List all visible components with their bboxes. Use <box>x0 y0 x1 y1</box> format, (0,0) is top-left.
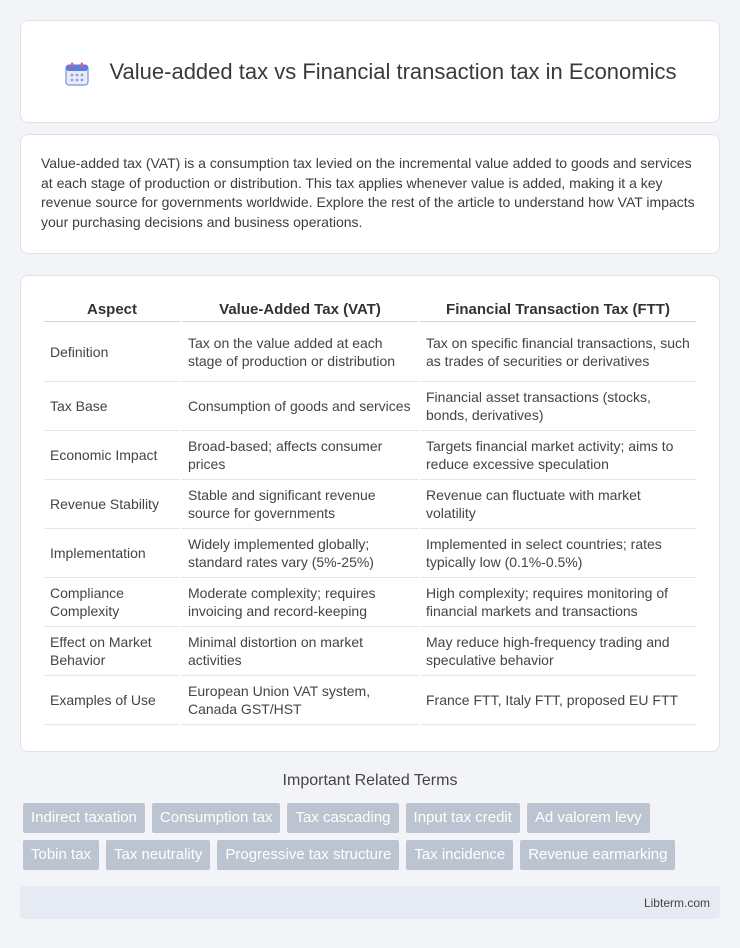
table-row <box>44 627 696 676</box>
tag-tax-cascading[interactable]: Tax cascading <box>287 803 398 833</box>
table-row <box>44 322 696 382</box>
table-row <box>44 578 696 627</box>
calendar-icon <box>64 61 90 87</box>
cell-vat: Widely implemented globally; standard rates vary (5%-25%) <box>182 529 418 578</box>
title-wrap <box>64 57 677 87</box>
cell-aspect: Effect on Market Behavior <box>44 627 180 676</box>
cell-ftt: May reduce high-frequency trading and speculative behavior <box>420 627 696 676</box>
tag-consumption-tax[interactable]: Consumption tax <box>152 803 281 833</box>
table-row <box>44 529 696 578</box>
cell-aspect: Compliance Complexity <box>44 578 180 627</box>
title-card <box>20 20 720 123</box>
intro-text: Value-added tax (VAT) is a consumption tax levied on the incremental value added to goods and services at each stage of production or distribution. This tax applies whenever value is added, making it a key revenue source for governments worldwide. Explore the rest of the article to understand how VAT impacts your purchasing decisions and business operations. <box>41 155 695 230</box>
table-row <box>44 676 696 725</box>
cell-vat: Moderate complexity; requires invoicing and record-keeping <box>182 578 418 627</box>
cell-vat: Stable and significant revenue source for governments <box>182 480 418 529</box>
header-aspect: Aspect <box>44 298 180 322</box>
cell-aspect: Economic Impact <box>44 431 180 480</box>
header-vat: Value-Added Tax (VAT) <box>182 298 418 322</box>
cell-aspect: Tax Base <box>44 382 180 431</box>
cell-vat: Consumption of goods and services <box>182 382 418 431</box>
cell-vat: European Union VAT system, Canada GST/HST <box>182 676 418 725</box>
cell-vat: Broad-based; affects consumer prices <box>182 431 418 480</box>
comparison-table <box>42 298 698 725</box>
tag-ad-valorem-levy[interactable]: Ad valorem levy <box>527 803 650 833</box>
tag-tobin-tax[interactable]: Tobin tax <box>23 840 99 870</box>
related-terms-title: Important Related Terms <box>282 772 458 789</box>
cell-ftt: Targets financial market activity; aims to reduce excessive speculation <box>420 431 696 480</box>
cell-vat: Minimal distortion on market activities <box>182 627 418 676</box>
cell-aspect: Revenue Stability <box>44 480 180 529</box>
table-row <box>44 480 696 529</box>
tag-tax-neutrality[interactable]: Tax neutrality <box>106 840 210 870</box>
cell-ftt: High complexity; requires monitoring of financial markets and transactions <box>420 578 696 627</box>
comparison-card <box>20 275 720 752</box>
table-row <box>44 382 696 431</box>
tag-progressive-tax-structure[interactable]: Progressive tax structure <box>217 840 399 870</box>
cell-ftt: Financial asset transactions (stocks, bonds, derivatives) <box>420 382 696 431</box>
header-ftt: Financial Transaction Tax (FTT) <box>420 298 696 322</box>
tag-revenue-earmarking[interactable]: Revenue earmarking <box>520 840 675 870</box>
cell-aspect: Examples of Use <box>44 676 180 725</box>
cell-ftt: France FTT, Italy FTT, proposed EU FTT <box>420 676 696 725</box>
cell-aspect: Definition <box>44 322 180 382</box>
footer <box>20 886 720 919</box>
cell-ftt: Implemented in select countries; rates typically low (0.1%-0.5%) <box>420 529 696 578</box>
related-tags <box>20 803 720 870</box>
footer-brand-link[interactable]: Libterm.com <box>643 895 710 910</box>
tag-indirect-taxation[interactable]: Indirect taxation <box>23 803 145 833</box>
tag-tax-incidence[interactable]: Tax incidence <box>406 840 513 870</box>
related-terms <box>20 772 720 870</box>
intro-card <box>20 134 720 254</box>
cell-ftt: Tax on specific financial transactions, such as trades of securities or derivatives <box>420 322 696 382</box>
tag-input-tax-credit[interactable]: Input tax credit <box>406 803 520 833</box>
table-header-row <box>44 298 696 322</box>
table-row <box>44 431 696 480</box>
page-title: Value-added tax vs Financial transaction tax in Economics <box>109 58 677 84</box>
cell-vat: Tax on the value added at each stage of production or distribution <box>182 322 418 382</box>
cell-aspect: Implementation <box>44 529 180 578</box>
cell-ftt: Revenue can fluctuate with market volatility <box>420 480 696 529</box>
